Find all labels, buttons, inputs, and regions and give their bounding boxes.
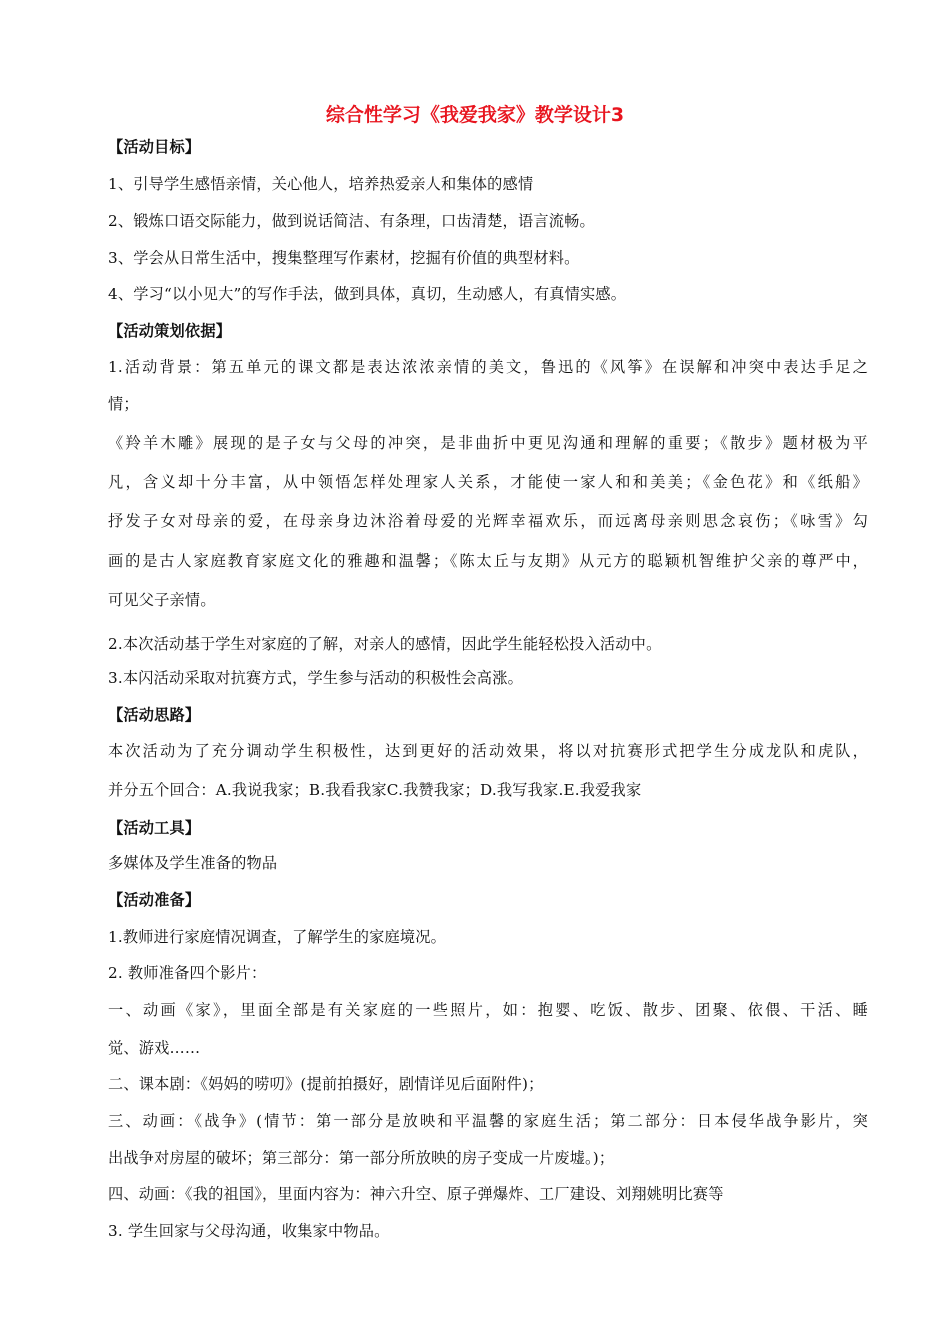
section-heading: 【活动目标】 <box>108 138 201 156</box>
body-line: 《羚羊木雕》展现的是子女与父母的冲突，是非曲折中更见沟通和理解的重要；《散步》题材极为平 <box>108 434 868 452</box>
body-line: 二、课本剧：《妈妈的唠叨》(提前拍摄好，剧情详见后面附件)； <box>108 1075 544 1093</box>
body-line: 四、动画：《我的祖国》，里面内容为：神六升空、原子弹爆炸、工厂建设、刘翔姚明比赛等 <box>108 1185 724 1203</box>
body-line: 多媒体及学生准备的物品 <box>108 854 278 872</box>
body-line: 三、动画：《战争》(情节：第一部分是放映和平温馨的家庭生活；第二部分：日本侵华战争影片，突 <box>108 1112 868 1130</box>
body-line: 2.本次活动基于学生对家庭的了解，对亲人的感情，因此学生能轻松投入活动中。 <box>108 635 662 653</box>
body-line: 一、动画《家》，里面全部是有关家庭的一些照片，如：抱婴、吃饭、散步、团聚、依偎、干活、睡 <box>108 1001 868 1019</box>
section-heading: 【活动思路】 <box>108 706 201 724</box>
body-line: 3、学会从日常生活中，搜集整理写作素材，挖掘有价值的典型材料。 <box>108 249 580 267</box>
section-heading: 【活动策划依据】 <box>108 322 232 340</box>
body-line: 3.本闪活动采取对抗赛方式，学生参与活动的积极性会高涨。 <box>108 669 523 687</box>
body-line: 3. 学生回家与父母沟通，收集家中物品。 <box>108 1222 390 1240</box>
body-line: 并分五个回合：A.我说我家；B.我看我家C.我赞我家；D.我写我家.E.我爱我家 <box>108 781 642 799</box>
body-line: 2. 教师准备四个影片： <box>108 964 267 982</box>
body-line: 1.活动背景：第五单元的课文都是表达浓浓亲情的美文，鲁迅的《风筝》在误解和冲突中表达手足之 <box>108 358 868 376</box>
body-line: 4、学习“以小见大”的写作手法，做到具体，真切，生动感人，有真情实感。 <box>108 285 627 303</box>
body-line: 凡，含义却十分丰富，从中领悟怎样处理家人关系，才能使一家人和和美美；《金色花》和《纸船》 <box>108 473 868 491</box>
body-line: 觉、游戏…… <box>108 1039 201 1057</box>
section-heading: 【活动工具】 <box>108 819 201 837</box>
body-line: 本次活动为了充分调动学生积极性，达到更好的活动效果，将以对抗赛形式把学生分成龙队和虎队， <box>108 742 868 760</box>
document-title: 综合性学习《我爱我家》教学设计3 <box>325 104 625 126</box>
body-line: 画的是古人家庭教育家庭文化的雅趣和温馨；《陈太丘与友期》从元方的聪颖机智维护父亲的尊严中， <box>108 552 868 570</box>
body-line: 抒发子女对母亲的爱，在母亲身边沐浴着母爱的光辉幸福欢乐，而远离母亲则思念哀伤；《咏雪》勾 <box>108 512 868 530</box>
body-line: 可见父子亲情。 <box>108 591 216 609</box>
body-line: 1.教师进行家庭情况调查，了解学生的家庭境况。 <box>108 928 447 946</box>
section-heading: 【活动准备】 <box>108 891 201 909</box>
body-line: 出战争对房屋的破坏；第三部分：第一部分所放映的房子变成一片废墟。)； <box>108 1149 615 1167</box>
body-line: 2、锻炼口语交际能力，做到说话简洁、有条理，口齿清楚，语言流畅。 <box>108 212 595 230</box>
body-line: 情； <box>108 395 139 413</box>
body-line: 1、引导学生感悟亲情，关心他人，培养热爱亲人和集体的感情 <box>108 175 534 193</box>
